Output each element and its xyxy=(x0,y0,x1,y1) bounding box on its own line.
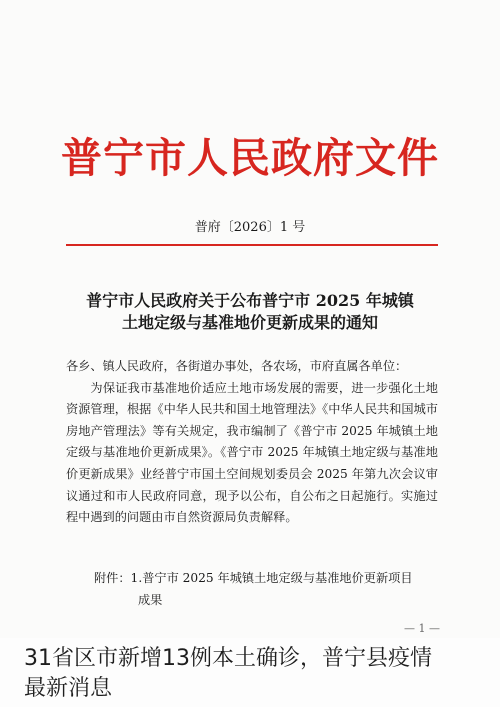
salutation: 各乡、镇人民政府，各街道办事处，各农场，市府直属各单位： xyxy=(66,359,408,373)
notice-body xyxy=(66,356,438,529)
notice-title xyxy=(60,290,440,334)
attachment-label: 附件：1. xyxy=(94,571,143,585)
attachment xyxy=(94,567,424,611)
document-header-title: 普宁市人民政府文件 xyxy=(61,134,439,182)
body-paragraph: 为保证我市基准地价适应土地市场发展的需要，进一步强化土地资源管理，根据《中华人民共和国土地管理法》《中华人民共和国城市房地产管理法》等有关规定，我市编制了《普宁市 2025 年城镇土地定级与基准地价更新成果》。《普宁市 2025 年城镇土地定级与基准地价更新成果》业经普宁市国土空间规划委员会 2025 年第九次会议审议通过和市人民政府同意，现予以公布，自公布之日起施行。实施过程中遇到的问题由市自然资源局负责解释。 xyxy=(66,380,438,525)
attachment-text: 普宁市 2025 年城镇土地定级与基准地价更新项目成果 xyxy=(138,571,413,607)
notice-title-line1: 普宁市人民政府关于公布普宁市 2025 年城镇 xyxy=(86,291,414,310)
document-number: 普府〔2026〕1 号 xyxy=(194,220,306,235)
caption-overlay xyxy=(0,638,500,707)
caption-line1: 31省区市新增13例本土确诊，普宁县疫情 xyxy=(24,646,432,671)
caption-line2: 最新消息 xyxy=(24,676,113,701)
page-number: — 1 — xyxy=(404,622,440,635)
red-divider xyxy=(66,244,438,246)
notice-title-line2: 土地定级与基准地价更新成果的通知 xyxy=(121,313,378,332)
caption-text xyxy=(24,644,500,704)
